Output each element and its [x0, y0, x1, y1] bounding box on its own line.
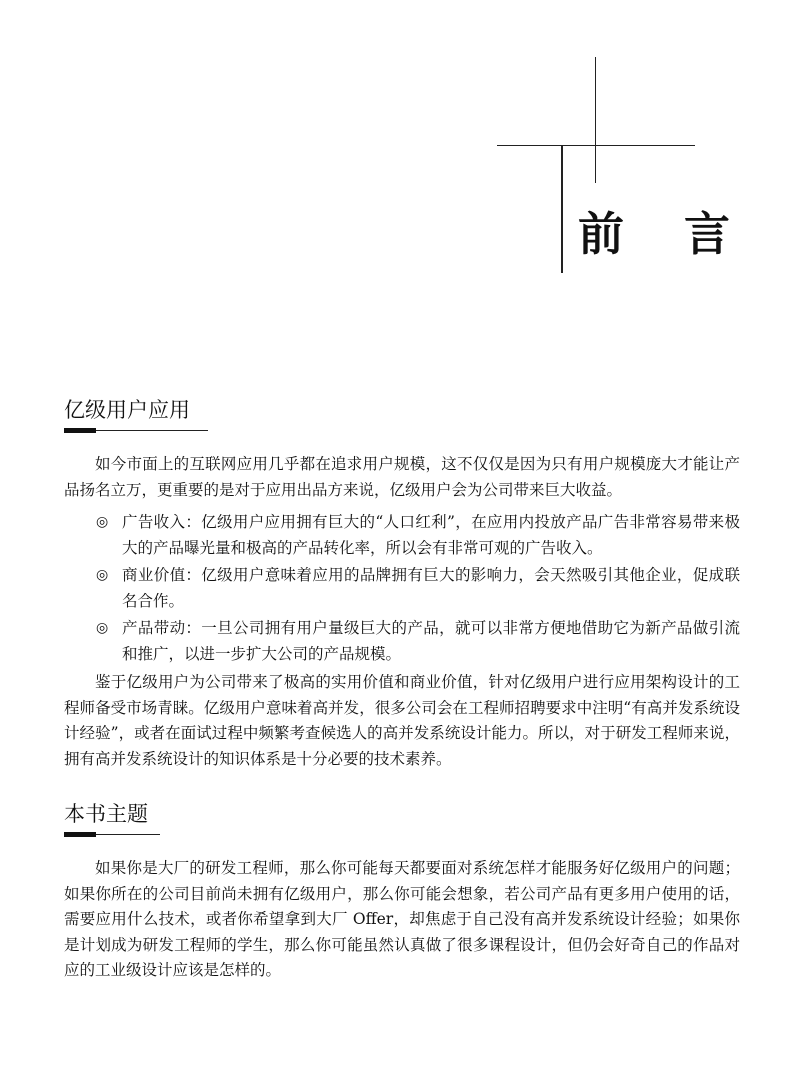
bullet-text: 商业价值：亿级用户意味着应用的品牌拥有巨大的影响力，会天然吸引其他企业，促成联名合作。	[122, 566, 740, 610]
section-heading-2: 本书主题	[64, 802, 148, 826]
bullet-item-product-drive	[96, 616, 740, 667]
bullet-item-business-value	[96, 563, 740, 614]
section-1-intro-paragraph: 如今市面上的互联网应用几乎都在追求用户规模，这不仅仅是因为只有用户规模庞大才能让产品扬名立万，更重要的是对于应用出品方来说，亿级用户会为公司带来巨大收益。	[64, 455, 740, 499]
section-1-bullet-list	[96, 510, 740, 669]
section-1-underline-accent	[64, 428, 96, 433]
section-heading-1: 亿级用户应用	[64, 398, 190, 422]
section-2-body-paragraph: 如果你是大厂的研发工程师，那么你可能每天都要面对系统怎样才能服务好亿级用户的问题；如果你所在的公司目前尚未拥有亿级用户，那么你可能会想象，若公司产品有更多用户使用的话，需要应用什么技术，或者你希望拿到大厂 Offer，却焦虑于自己没有高并发系统设计经验；如果你是计划成为研发工程师的学生，那么你可能虽然认真做了很多课程设计，但仍会好奇自己的作品对应的工业级设计应该是怎样的。	[64, 859, 740, 979]
chapter-horizontal-rule	[497, 145, 695, 146]
bullet-item-advertising	[96, 510, 740, 561]
bullet-marker-icon: ◎	[96, 514, 109, 530]
bullet-text: 广告收入：亿级用户应用拥有巨大的“人口红利”，在应用内投放产品广告非常容易带来极大的产品曝光量和极高的产品转化率，所以会有非常可观的广告收入。	[122, 513, 740, 557]
bullet-marker-icon: ◎	[96, 620, 109, 636]
bullet-text: 产品带动：一旦公司拥有用户量级巨大的产品，就可以非常方便地借助它为新产品做引流和推广，以进一步扩大公司的产品规模。	[122, 619, 740, 663]
bullet-marker-icon: ◎	[96, 567, 109, 583]
section-2-underline-accent	[64, 832, 96, 837]
chapter-title: 前 言	[578, 207, 753, 261]
chapter-top-rule	[595, 57, 596, 183]
chapter-vertical-rule	[561, 145, 563, 273]
section-1-closing-paragraph: 鉴于亿级用户为公司带来了极高的实用价值和商业价值，针对亿级用户进行应用架构设计的工程师备受市场青睐。亿级用户意味着高并发，很多公司会在工程师招聘要求中注明“有高并发系统设计经验”，或者在面试过程中频繁考查候选人的高并发系统设计能力。所以，对于研发工程师来说，拥有高并发系统设计的知识体系是十分必要的技术素养。	[64, 673, 740, 768]
